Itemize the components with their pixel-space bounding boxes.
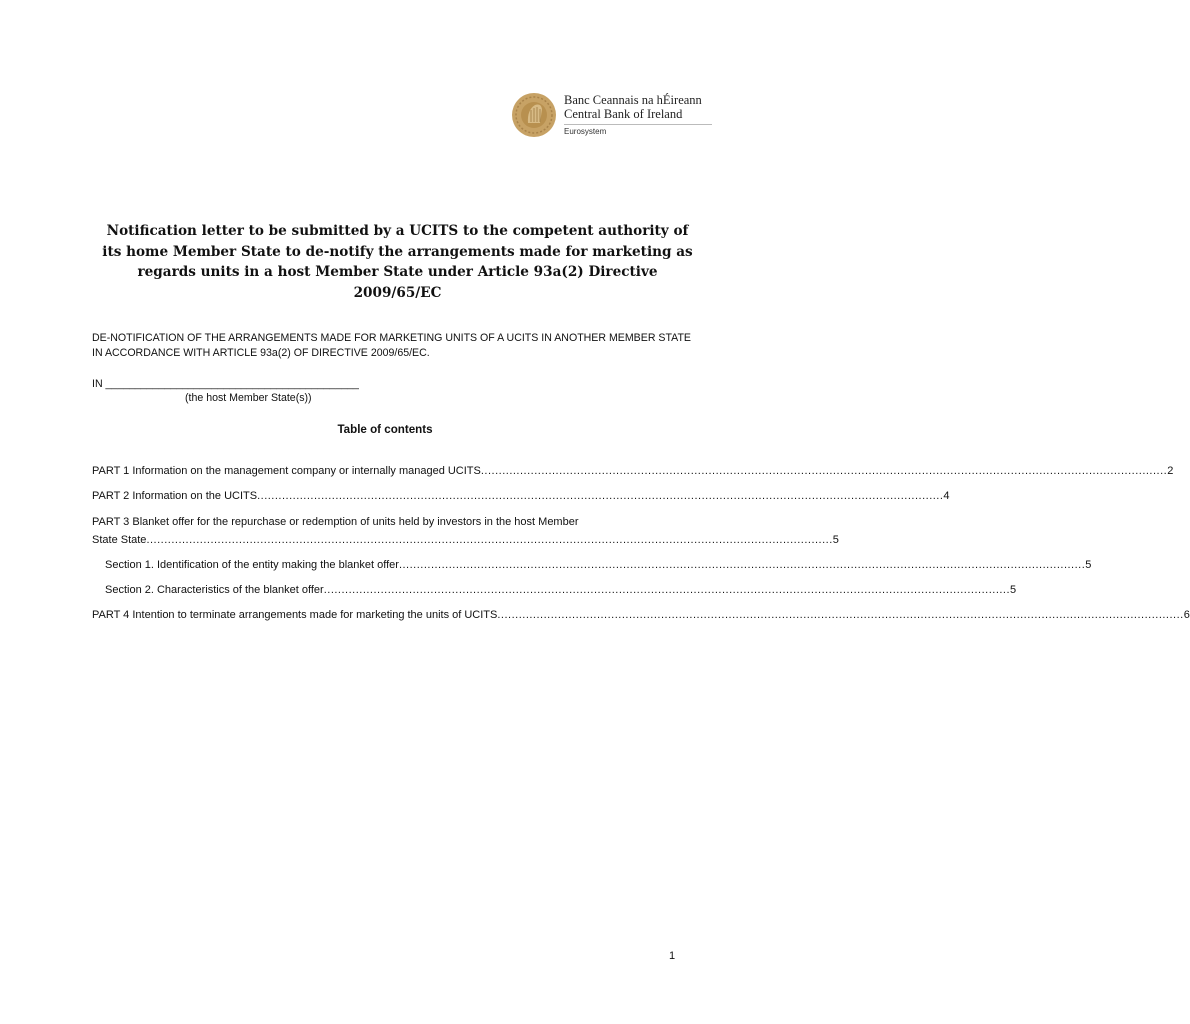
logo-english-name: Central Bank of Ireland: [564, 107, 683, 121]
toc-leader: .................................................................................................................................................................................................: [398, 559, 1086, 571]
logo-eurosystem: Eurosystem: [564, 127, 607, 136]
toc-entry-text: PART 2 Information on the UCITS: [92, 490, 258, 502]
toc-leader: .................................................................................................................................................................................................: [323, 584, 1011, 596]
toc-entry-section2[interactable]: [92, 581, 1017, 599]
toc-entry-part2[interactable]: [92, 487, 950, 505]
page-number: 1: [669, 950, 676, 962]
toc-entry-part3[interactable]: [92, 513, 839, 549]
toc-page-number: 5: [1010, 584, 1017, 596]
logo-divider: [564, 124, 712, 125]
toc-entry-section1[interactable]: [92, 556, 1092, 574]
toc-entry-text: Section 1. Identification of the entity making the blanket offer: [105, 559, 399, 571]
toc-page-number: 2: [1167, 465, 1174, 477]
toc-entry-text: Section 2. Characteristics of the blanket offer: [105, 584, 324, 596]
toc-leader: .................................................................................................................................................................................................: [146, 534, 833, 546]
toc-page-number: 6: [1183, 609, 1190, 621]
toc-leader: .................................................................................................................................................................................................: [257, 490, 944, 502]
toc-entry-part4[interactable]: [92, 606, 1190, 624]
document-title: Notification letter to be submitted by a UCITS to the competent authority of its home Member State to de-notify the arrangements made for marketing as regards units in a host Member State under Article 93a(2) Directive 2009/65/EC: [102, 223, 693, 301]
toc-entry-continuation: State State: [92, 534, 147, 546]
toc-page-number: 4: [943, 490, 950, 502]
toc-page-number: 5: [832, 534, 839, 546]
host-state-field: IN ___________________________________________: [92, 378, 359, 390]
toc-entry-text: PART 4 Intention to terminate arrangements made for marketing the units of UCITS: [92, 609, 498, 621]
toc-leader: .................................................................................................................................................................................................: [497, 609, 1184, 621]
toc-entry-part1[interactable]: [92, 462, 1174, 480]
toc-heading: Table of contents: [337, 423, 433, 436]
document-subtitle: DE-NOTIFICATION OF THE ARRANGEMENTS MADE FOR MARKETING UNITS OF A UCITS IN ANOTHER MEMBER STATE IN ACCORDANCE WITH ARTICLE 93a(2) OF DIRECTIVE 2009/65/EC.: [92, 332, 691, 360]
central-bank-logo: [511, 92, 721, 142]
logo-irish-name: Banc Ceannais na hÉireann: [564, 93, 702, 107]
toc-leader: .................................................................................................................................................................................................: [480, 465, 1168, 477]
toc-page-number: 5: [1085, 559, 1092, 571]
host-state-caption: (the host Member State(s)): [185, 392, 312, 404]
toc-entry-text: PART 3 Blanket offer for the repurchase or redemption of units held by investors in the host Member: [92, 516, 579, 528]
harp-seal-icon: [511, 92, 557, 138]
toc-entry-text: PART 1 Information on the management company or internally managed UCITS: [92, 465, 481, 477]
